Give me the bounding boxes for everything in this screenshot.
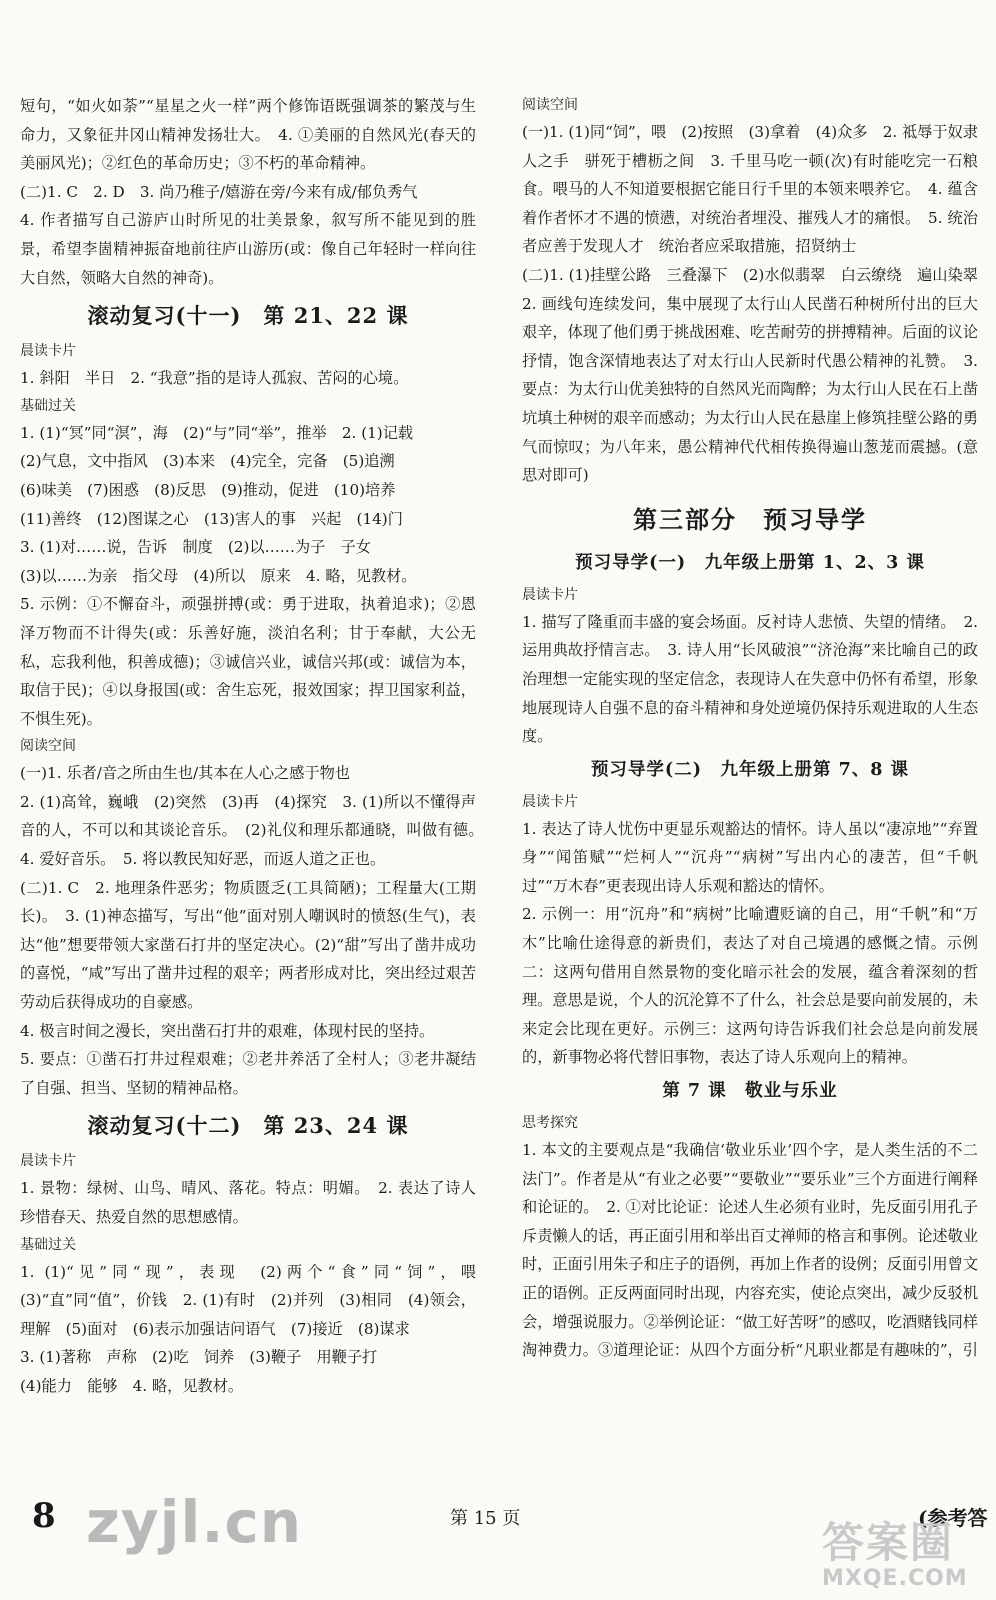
part-title: 第三部分 预习导学 — [633, 504, 867, 534]
paragraph: 1. 表达了诗人忧伤中更显乐观豁达的情怀。诗人虽以“凄凉地”“弃置身”“闻笛赋”“烂柯人”“沉舟”“病树”写出内心的凄苦，但“千帆过”“万木春”更表现出诗人乐观和豁达的情怀。 — [522, 819, 978, 895]
section-title-review-11: 滚动复习(十一) 第 21、22 课 — [87, 303, 409, 329]
paragraph: 1. (1)“见”同“现”，表现 (2)两个“食”同“饲”，喂 (3)“直”同“值”，价钱 2. (1)有时 (2)并列 (3)相同 (4)领会，理解 (5)面对 (6)表示加强诘问语气 (7)接近 (8)谋求 — [20, 1262, 492, 1338]
paragraph: 3. (1)著称 声称 (2)吃 饲养 (3)鞭子 用鞭子打 — [20, 1348, 378, 1367]
paragraph: (一)1. 乐者/音之所由生也/其本在人心之感于物也 — [20, 764, 350, 783]
paragraph: 4. 作者描写自己游庐山时所见的壮美景象，叙写所不能见到的胜景，希望李崮精神振奋地前往庐山游历(或：像自己年轻时一样向往大自然，领略大自然的神奇)。 — [20, 211, 476, 287]
section-title-preview-1: 预习导学(一) 九年级上册第 1、2、3 课 — [575, 552, 925, 573]
paragraph: 1. (1)“冥”同“溟”，海 (2)“与”同“举”，推举 2. (1)记载 — [20, 423, 414, 442]
subsection-label: 晨读卡片 — [522, 793, 578, 810]
paragraph: 1. 本文的主要观点是“我确信‘敬业乐业’四个字，是人类生活的不二法门”。作者是从“有业之必要”“要敬业”“要乐业”三个方面进行阐释和论证的。 2. ①对比论证：论述人生必须有业时，先反面引用孔子斥责懒人的话，再正面引用和举出百丈禅师的格言和事例。论述敬业时，正面引用朱子和庄子的语例，再加上作者的设例；反面引用曾文正的语例。正反两面同时出现，内容充实，使论点突出，减少反驳机会，增强说服力。②举例论证：“做工好苦呀”的感叹，吃酒赌钱同样淘神费力。③道理论证：从四个方面分析“凡职业都是有趣味的”，引 — [522, 1141, 978, 1360]
paragraph: (二)1. (1)挂壁公路 三叠瀑下 (2)水似翡翠 白云缭绕 遍山染翠 2. 画线句连续发问，集中展现了太行山人民凿石种树所付出的巨大艰辛，体现了他们勇于挑战困难、吃苦耐劳的拼搏精神。后面的议论抒情，饱含深情地表达了对太行山人民新时代愚公精神的礼赞。 3. 要点：为太行山优美独特的自然风光而陶醉；为太行山人民在石上凿坑填土种树的艰辛而感动；为太行山人民在悬崖上修筑挂壁公路的勇气而惊叹；为八年来，愚公精神代代相传换得遍山葱茏而震撼。(意思对即可) — [522, 265, 994, 485]
corner-watermark-logo — [822, 1520, 982, 1592]
site-watermark: zyjl.cn — [86, 1488, 303, 1556]
paragraph: 1. 斜阳 半日 2. “我意”指的是诗人孤寂、苦闷的心境。 — [20, 369, 409, 388]
subsection-label: 基础过关 — [20, 397, 76, 414]
paragraph: 1. 描写了隆重而丰盛的宴会场面。反衬诗人悲愤、失望的情绪。 2. 运用典故抒情言志。 3. 诗人用“长风破浪”“济沧海”来比喻自己的政治理想一定能实现的坚定信念，表现诗人在失意中仍怀有希望，形象地展现诗人自强不息的奋斗精神和身处逆境仍保持乐观进取的人生态度。 — [522, 612, 978, 746]
right-column — [522, 92, 994, 1365]
answer-reference-label: (参考答 — [918, 1506, 988, 1530]
paragraph: 5. 要点：①凿石打井过程艰难；②老井养活了全村人；③老井凝结了自强、担当、坚韧的精神品格。 — [20, 1050, 476, 1097]
paragraph: (3)以……为亲 指父母 (4)所以 原来 4. 略，见教材。 — [20, 566, 417, 585]
subsection-label: 思考探究 — [522, 1115, 578, 1132]
subsection-label: 晨读卡片 — [522, 586, 578, 603]
paragraph: (11)善终 (12)图谋之心 (13)害人的事 兴起 (14)门 — [20, 509, 403, 528]
watermark-stamp-text: 答案圈 — [822, 1518, 955, 1567]
section-title-review-12: 滚动复习(十二) 第 23、24 课 — [87, 1113, 409, 1139]
page-label: 第 15 页 — [450, 1508, 521, 1529]
subsection-label: 基础过关 — [20, 1236, 76, 1253]
paragraph: 4. 极言时间之漫长，突出凿石打井的艰难，体现村民的坚持。 — [20, 1021, 435, 1040]
page-number: 8 — [32, 1496, 56, 1536]
paragraph: (一)1. (1)同“饲”，喂 (2)按照 (3)拿着 (4)众多 2. 祗辱于奴隶人之手 骈死于槽枥之间 3. 千里马吃一顿(次)有时能吃完一石粮食。喂马的人不知道要根据它能日行千里的本领来喂养它。 4. 蕴含着作者怀才不遇的愤懑，对统治者埋没、摧残人才的痛恨。 5. 统治者应善于发现人才 统治者应采取措施，招贤纳士 — [522, 123, 978, 256]
subsection-label: 晨读卡片 — [20, 343, 76, 360]
subsection-label: 晨读卡片 — [20, 1153, 76, 1170]
subsection-label: 阅读空间 — [20, 738, 76, 755]
paragraph: (6)味美 (7)困惑 (8)反思 (9)推动，促进 (10)培养 — [20, 480, 396, 499]
paragraph: (二)1. C 2. 地理条件恶劣；物质匮乏(工具简陋)；工程量大(工期长)。 3. (1)神态描写，写出“他”面对别人嘲讽时的愤怒(生气)，表达“他”想要带领大家凿石打井的坚定决心。(2)“甜”写出了凿井成功的喜悦，“咸”写出了凿井过程的艰辛；两者形成对比，突出经过艰苦劳动后获得成功的自豪感。 — [20, 878, 476, 1012]
paragraph: 2. 示例一：用“沉舟”和“病树”比喻遭贬谪的自己，用“千帆”和“万木”比喻仕途得意的新贵们，表达了对自己境遇的感慨之情。示例二：这两句借用自然景物的变化暗示社会的发展，蕴含着深刻的哲理。意思是说，个人的沉沦算不了什么，社会总是要向前发展的，未来定会比现在更好。示例三：这两句诗告诉我们社会总是向前发展的，新事物必将代替旧事物，表达了诗人乐观向上的精神。 — [522, 905, 978, 1067]
section-title-lesson-7: 第 7 课 敬业与乐业 — [662, 1081, 838, 1102]
left-column — [20, 92, 492, 1401]
watermark-url: MXQE.COM — [822, 1566, 968, 1591]
paragraph: (二)1. C 2. D 3. 尚乃稚子/嬉游在旁/今来有成/郁负秀气 — [20, 182, 418, 201]
paragraph: 2. (1)高耸，巍峨 (2)突然 (3)再 (4)探究 3. (1)所以不懂得声音的人，不可以和其谈论音乐。 (2)礼仪和理乐都通晓，叫做有德。 4. 爱好音乐。 5. 将以教民知好恶，而返人道之正也。 — [20, 792, 492, 869]
paragraph: 短句，“如火如荼”“星星之火一样”两个修饰语既强调茶的繁茂与生命力，又象征井冈山精神发扬壮大。 4. ①美丽的自然风光(春天的美丽风光)；②红色的革命历史；③不朽的革命精神。 — [20, 97, 476, 173]
paragraph: 1. 景物：绿树、山鸟、晴风、落花。特点：明媚。 2. 表达了诗人珍惜春天、热爱自然的思想感情。 — [20, 1179, 476, 1226]
paragraph: 5. 示例：①不懈奋斗，顽强拼搏(或：勇于进取，执着追求)；②恩泽万物而不计得失(或：乐善好施，淡泊名利；甘于奉献，大公无私，忘我利他，积善成德)；③诚信兴业，诚信兴邦(或：诚信为本，取信于民)；④以身报国(或：舍生忘死，报效国家；捍卫国家利益，不惧生死)。 — [20, 595, 476, 728]
paragraph: (4)能力 能够 4. 略，见教材。 — [20, 1376, 244, 1395]
section-title-preview-2: 预习导学(二) 九年级上册第 7、8 课 — [590, 759, 910, 780]
paragraph: (2)气息，文中指风 (3)本来 (4)完全，完备 (5)追溯 — [20, 452, 395, 471]
paragraph: 3. (1)对……说，告诉 制度 (2)以……为子 子女 — [20, 538, 371, 557]
subsection-label: 阅读空间 — [522, 97, 578, 113]
